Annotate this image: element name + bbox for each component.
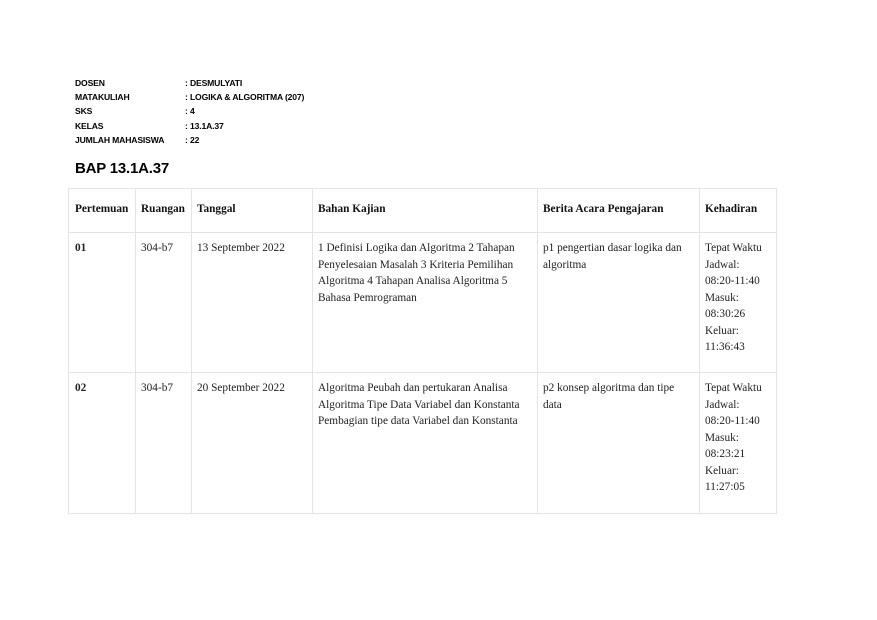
kehadiran-keluar: 11:36:43: [705, 341, 745, 353]
kehadiran-keluar-label: Keluar:: [705, 324, 739, 337]
info-row-jumlah-mahasiswa: [75, 133, 304, 147]
kehadiran-masuk-label: Masuk:: [705, 291, 739, 304]
info-row-kelas: [75, 119, 304, 133]
table-row: [69, 233, 777, 373]
cell-ruangan: 304-b7: [136, 373, 192, 514]
kehadiran-jadwal: 08:20-11:40: [705, 415, 760, 427]
kehadiran-masuk-label: Masuk:: [705, 431, 739, 444]
table-header-row: [69, 189, 777, 233]
column-header-bahan-kajian: Bahan Kajian: [313, 189, 538, 233]
cell-kehadiran: [700, 233, 777, 373]
info-label: SKS: [75, 106, 93, 117]
cell-berita-acara: p1 pengertian dasar logika dan algoritma: [538, 233, 700, 373]
info-value: : 13.1A.37: [185, 120, 224, 131]
kehadiran-status: Tepat Waktu: [705, 242, 762, 254]
cell-pertemuan: 01: [69, 233, 136, 373]
cell-ruangan: 304-b7: [136, 233, 192, 373]
info-value: : LOGIKA & ALGORITMA (207): [185, 92, 305, 103]
page-title: BAP 13.1A.37: [75, 160, 170, 177]
cell-tanggal: 20 September 2022: [192, 373, 313, 514]
info-row-matakuliah: [75, 90, 304, 104]
column-header-tanggal: Tanggal: [192, 189, 313, 233]
info-value: : 22: [185, 134, 200, 145]
kehadiran-jadwal: 08:20-11:40: [705, 275, 760, 287]
course-info: [75, 76, 304, 147]
kehadiran-status: Tepat Waktu: [705, 382, 762, 394]
kehadiran-jadwal-label: Jadwal:: [705, 258, 740, 271]
cell-pertemuan: 02: [69, 373, 136, 514]
info-value: : 4: [185, 106, 195, 117]
kehadiran-masuk: 08:30:26: [705, 308, 746, 320]
cell-berita-acara: p2 konsep algoritma dan tipe data: [538, 373, 700, 514]
kehadiran-keluar-label: Keluar:: [705, 464, 739, 477]
info-label: JUMLAH MAHASISWA: [75, 134, 165, 145]
cell-tanggal: 13 September 2022: [192, 233, 313, 373]
cell-bahan-kajian: Algoritma Peubah dan pertukaran Analisa Algoritma Tipe Data Variabel dan Konstanta Pembagian tipe data Variabel dan Konstanta: [313, 373, 538, 514]
cell-bahan-kajian: 1 Definisi Logika dan Algoritma 2 Tahapan Penyelesaian Masalah 3 Kriteria Pemilihan Algoritma 4 Tahapan Analisa Algoritma 5 Bahasa Pemrograman: [313, 233, 538, 373]
column-header-pertemuan: Pertemuan: [69, 189, 136, 233]
bap-table: [68, 188, 777, 514]
column-header-kehadiran: Kehadiran: [700, 189, 777, 233]
column-header-ruangan: Ruangan: [136, 189, 192, 233]
info-row-dosen: [75, 76, 304, 90]
cell-kehadiran: [700, 373, 777, 514]
info-row-sks: [75, 104, 304, 118]
info-value: : DESMULYATI: [185, 78, 243, 88]
info-label: MATAKULIAH: [75, 92, 130, 103]
info-label: KELAS: [75, 120, 104, 131]
table-row: [69, 373, 777, 514]
info-label: DOSEN: [75, 78, 105, 88]
kehadiran-jadwal-label: Jadwal:: [705, 398, 740, 411]
kehadiran-keluar: 11:27:05: [705, 481, 745, 493]
column-header-berita-acara: Berita Acara Pengajaran: [538, 189, 700, 233]
kehadiran-masuk: 08:23:21: [705, 448, 746, 460]
